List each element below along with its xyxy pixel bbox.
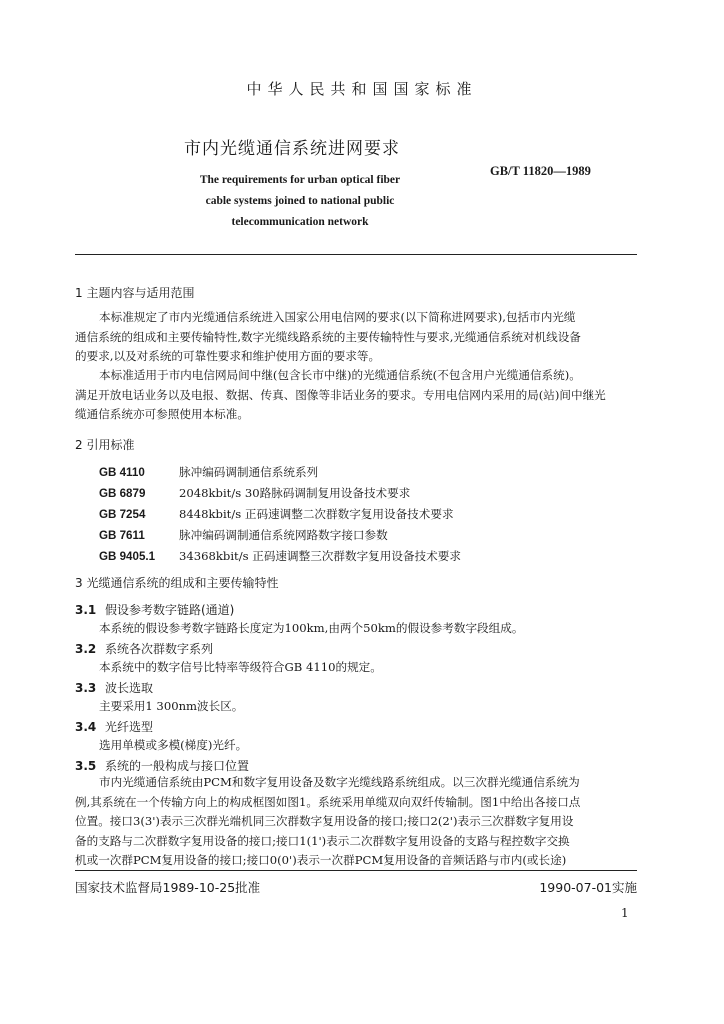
paragraph-line: 通信系统的组成和主要传输特性,数字光缆线路系统的主要传输特性与要求,光缆通信系统对机线设备 <box>75 329 581 344</box>
page-number: 1 <box>621 906 629 920</box>
title-en-line: cable systems joined to national public <box>205 195 395 207</box>
subsection-number: 3.3 <box>75 681 97 695</box>
approval-date: 国家技术监督局1989-10-25批准 <box>75 880 261 895</box>
section-1-title: 1 主题内容与适用范围 <box>75 286 195 300</box>
section-2-title: 2 引用标准 <box>75 438 135 452</box>
paragraph-line: 缆通信系统亦可参照使用本标准。 <box>75 407 249 421</box>
standard-code: GB/T 11820—1989 <box>490 164 591 178</box>
document-title-cn: 市内光缆通信系统进网要求 <box>184 139 400 159</box>
subsection-3-3-title <box>75 679 153 696</box>
subsection-3-2-title <box>75 640 213 657</box>
paragraph-line: 备的支路与二次群数字复用设备的接口;接口1(1')表示二次群数字复用设备的支路与程控数字交换 <box>75 833 570 848</box>
reference-code: GB 9405.1 <box>99 550 156 563</box>
effective-date: 1990-07-01实施 <box>539 880 637 895</box>
reference-code: GB 7254 <box>99 508 146 521</box>
reference-item <box>99 506 454 522</box>
subsection-3-1-text: 本系统的假设参考数字链路长度定为100km,由两个50km的假设参考数字段组成。 <box>99 621 524 635</box>
document-title-en <box>170 170 430 233</box>
subsection-3-3-text: 主要采用1 300nm波长区。 <box>99 699 244 713</box>
reference-text: 脉冲编码调制通信系统系列 <box>179 465 319 479</box>
header-rule <box>75 254 637 255</box>
subsection-3-1-title <box>75 601 234 618</box>
subsection-3-4-title <box>75 718 153 735</box>
subsection-heading: 系统的一般构成与接口位置 <box>105 759 250 773</box>
subsection-3-4-text: 选用单模或多模(梯度)光纤。 <box>99 738 248 752</box>
reference-item <box>99 527 388 543</box>
paragraph-line: 例,其系统在一个传输方向上的构成框图如图1。系统采用单缆双向双纤传输制。图1中给出各接口点 <box>75 794 581 809</box>
title-en-line: The requirements for urban optical fiber <box>199 174 401 186</box>
reference-code: GB 4110 <box>99 466 145 479</box>
paragraph-line: 的要求,以及对系统的可靠性要求和维护使用方面的要求等。 <box>75 349 381 363</box>
paragraph-line: 本标准规定了市内光缆通信系统进入国家公用电信网的要求(以下简称进网要求),包括市内光缆 <box>99 310 576 324</box>
reference-code: GB 7611 <box>99 529 145 542</box>
subsection-heading: 波长选取 <box>105 681 154 695</box>
paragraph-line: 满足开放电话业务以及电报、数据、传真、图像等非话业务的要求。专用电信网内采用的局(站)间中继光 <box>75 387 606 402</box>
paragraph-line: 本标准适用于市内电信网局间中继(包含长市中继)的光缆通信系统(不包含用户光缆通信系统)。 <box>99 368 581 382</box>
reference-text: 脉冲编码调制通信系统网路数字接口参数 <box>179 528 388 542</box>
subsection-number: 3.2 <box>75 642 97 656</box>
section-1-paragraph-1 <box>75 308 637 367</box>
subsection-number: 3.1 <box>75 603 97 617</box>
subsection-heading: 系统各次群数字系列 <box>105 642 214 656</box>
subsection-heading: 光纤选型 <box>105 720 154 734</box>
standard-header: 中华人民共和国国家标准 <box>246 80 478 98</box>
paragraph-line: 位置。接口3(3')表示三次群光端机同三次群数字复用设备的接口;接口2(2')表示三次群数字复用设 <box>75 814 574 828</box>
subsection-3-5-paragraph <box>75 773 637 871</box>
reference-text: 8448kbit/s 正码速调整二次群数字复用设备技术要求 <box>179 507 454 521</box>
subsection-heading: 假设参考数字链路(通道) <box>105 603 235 617</box>
paragraph-line: 市内光缆通信系统由PCM和数字复用设备及数字光缆线路系统组成。以三次群光缆通信系统为 <box>99 775 580 789</box>
reference-item <box>99 485 410 501</box>
section-3-title: 3 光缆通信系统的组成和主要传输特性 <box>75 576 279 590</box>
paragraph-line: 机或一次群PCM复用设备的接口;接口0(0')表示一次群PCM复用设备的音频话路与市内(或长途) <box>75 853 567 867</box>
reference-text: 2048kbit/s 30路脉码调制复用设备技术要求 <box>179 486 411 500</box>
subsection-3-2-text: 本系统中的数字信号比特率等级符合GB 4110的规定。 <box>99 660 382 674</box>
reference-text: 34368kbit/s 正码速调整三次群数字复用设备技术要求 <box>179 549 461 563</box>
footer-rule <box>75 870 637 871</box>
subsection-3-5-title <box>75 757 249 774</box>
reference-item <box>99 548 461 564</box>
subsection-number: 3.5 <box>75 759 97 773</box>
title-en-line: telecommunication network <box>231 216 369 228</box>
section-1-paragraph-2 <box>75 366 637 425</box>
reference-item <box>99 464 318 480</box>
subsection-number: 3.4 <box>75 720 97 734</box>
reference-code: GB 6879 <box>99 487 146 500</box>
